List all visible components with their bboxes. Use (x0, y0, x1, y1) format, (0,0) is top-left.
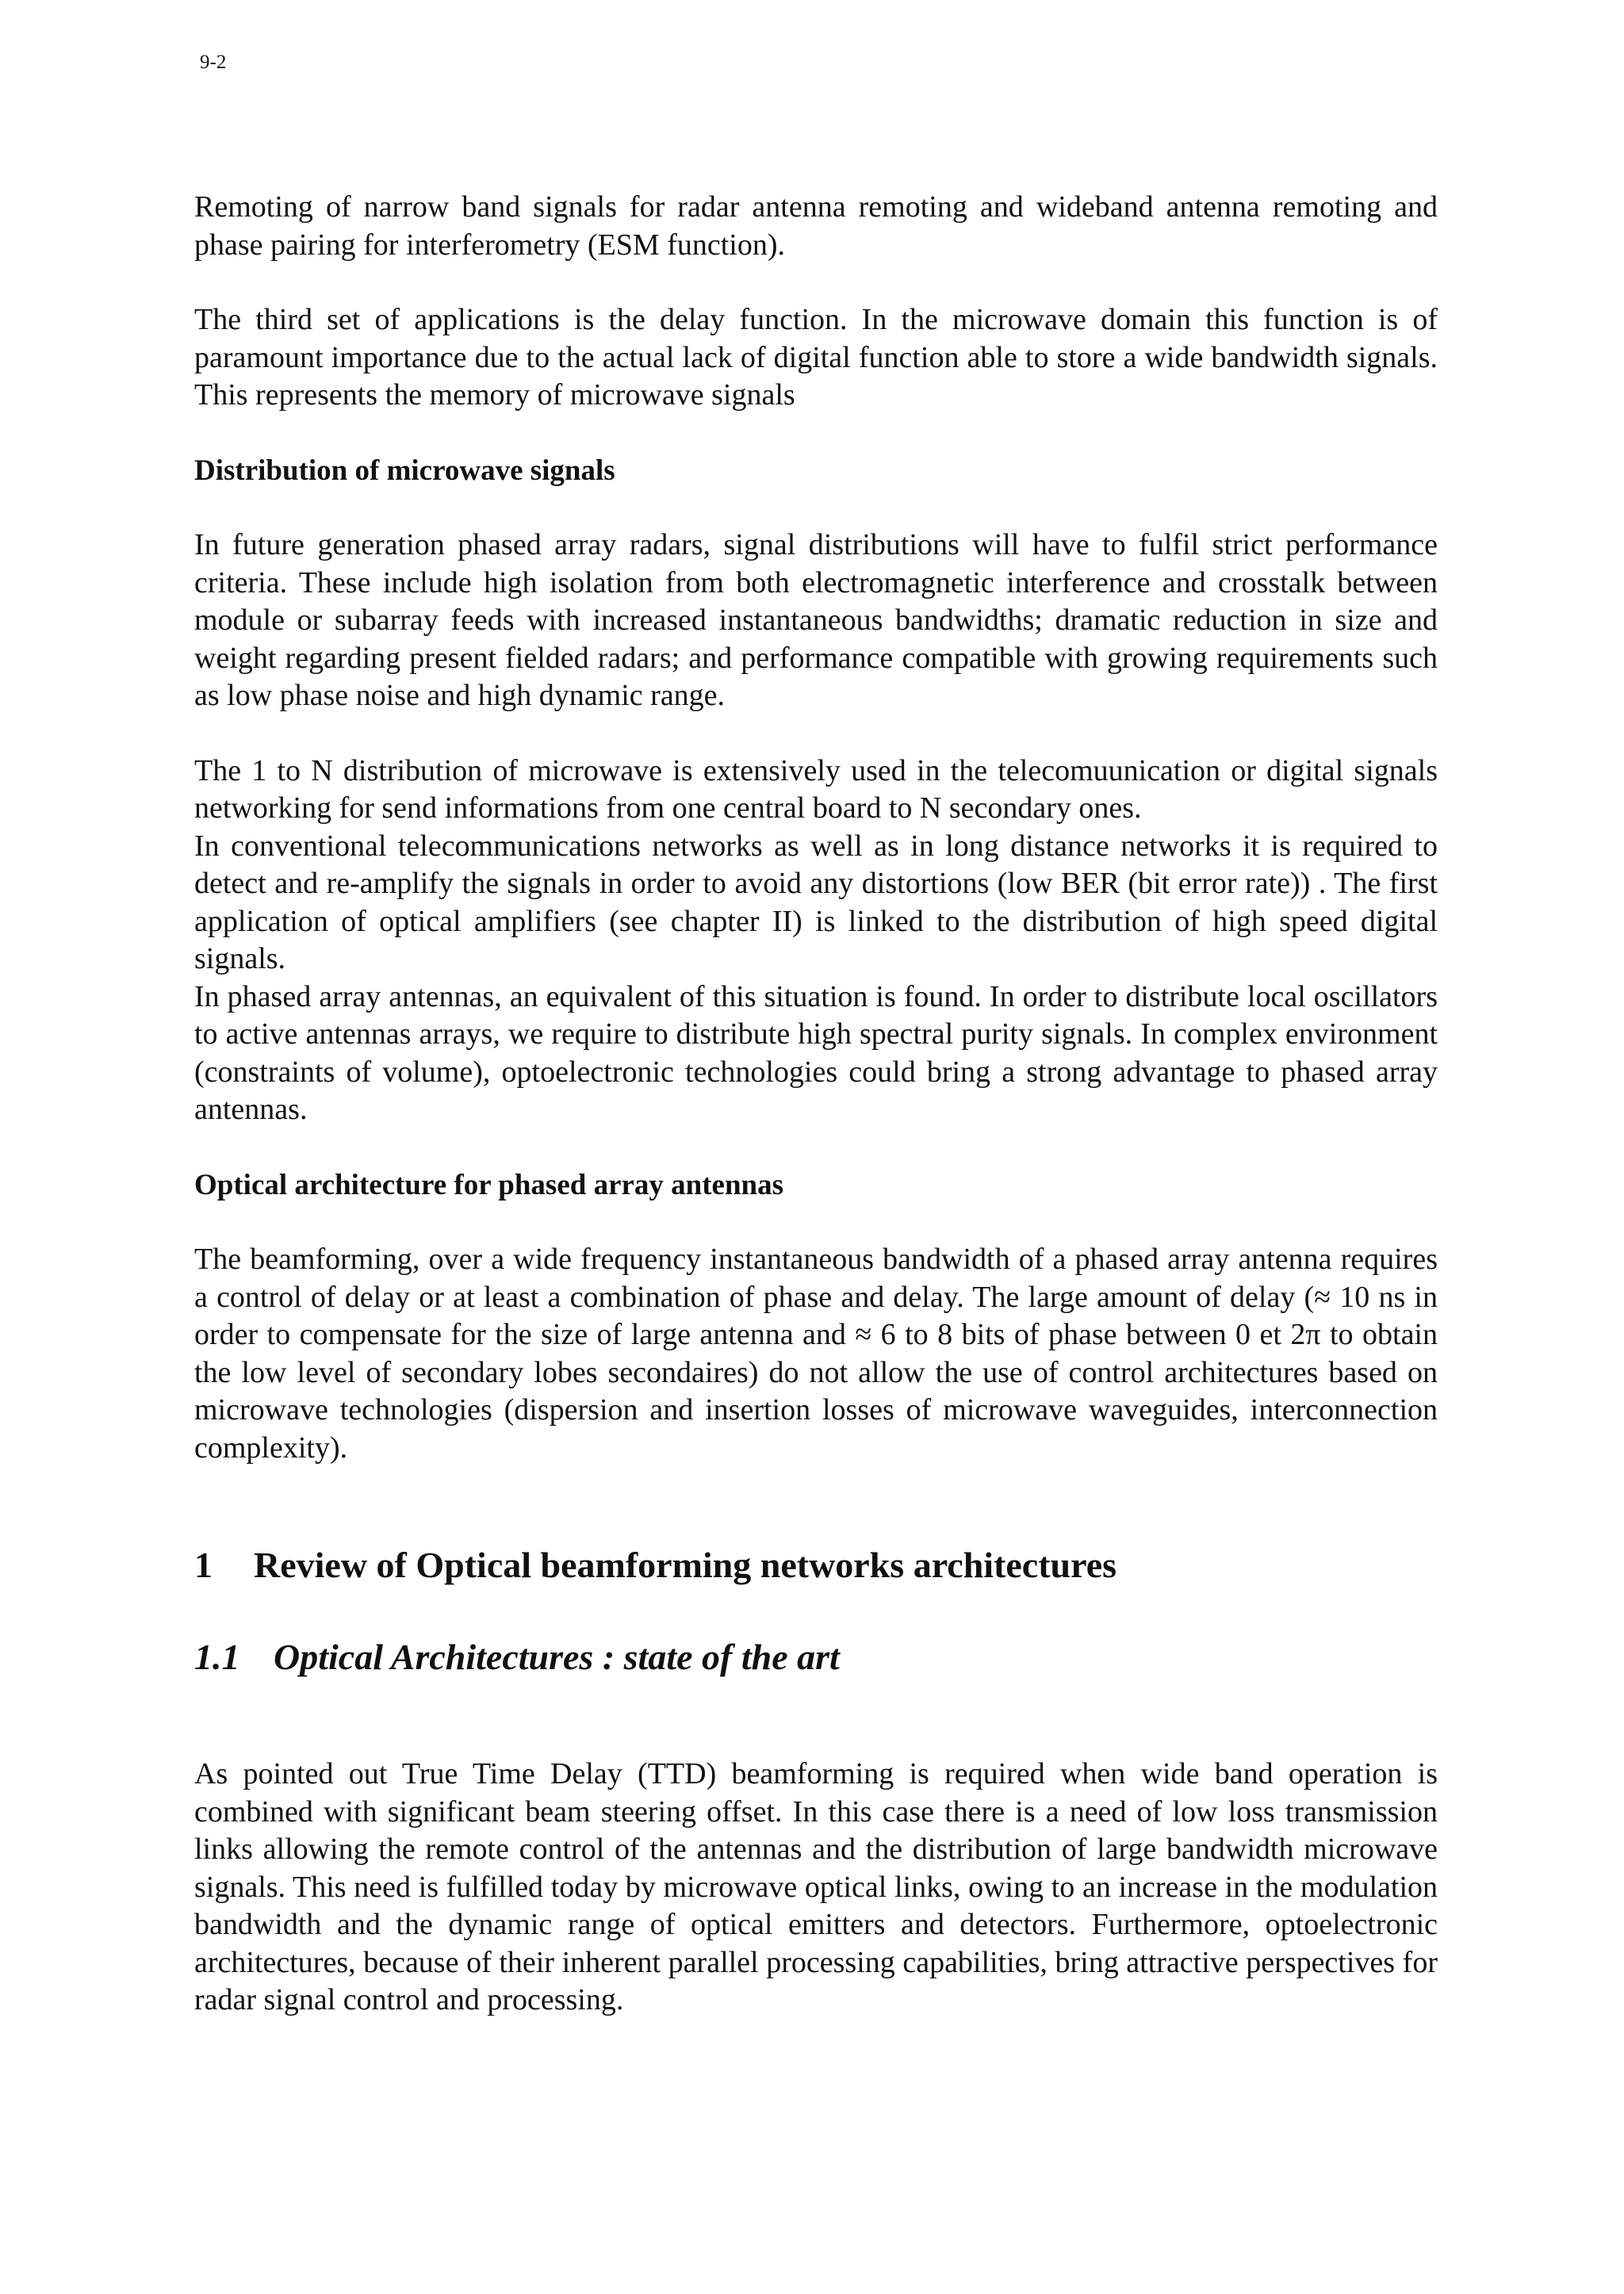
subheading-optical-architecture: Optical architecture for phased array antennas (194, 1168, 784, 1201)
paragraph-beamforming: The beamforming, over a wide frequency instantaneous bandwidth of a phased array antenna requires a control of delay or at least a combination of phase and delay. The large amount of delay (≈ 10 ns in order to compensate for the size of large antenna and ≈ 6 to 8 bits of phase between 0 et 2π to obtain the low level of secondary lobes secondaires) do not allow the use of control architectures based on microwave technologies (dispersion and insertion losses of microwave waveguides, interconnection complexity). (194, 1243, 1438, 1465)
paragraph-future-radars: In future generation phased array radars, signal distributions will have to fulfil strict performance criteria. These include high isolation from both electromagnetic interference and crosstalk between module or subarray feeds with increased instantaneous bandwidths; dramatic reduction in size and weight regarding present fielded radars; and performance compatible with growing requirements such as low phase noise and high dynamic range. (194, 528, 1438, 712)
paragraph-1-to-n-distribution: The 1 to N distribution of microwave is extensively used in the telecomuunication or digital signals networking for send informations from one central board to N secondary ones. (194, 753, 1438, 825)
paragraph-phased-array-equivalent: In phased array antennas, an equivalent of this situation is found. In order to distribute local oscillators to active antennas arrays, we require to distribute high spectral purity signals. In complex environment (constraints of volume), optoelectronic technologies could bring a strong advantage to phased array antennas. (194, 979, 1438, 1126)
subsection-number: 1.1 (194, 1637, 240, 1677)
paragraph-delay-function: The third set of applications is the delay function. In the microwave domain this function is of paramount importance due to the actual lack of digital function able to store a wide bandwidth signals. This represents the memory of microwave signals (194, 303, 1438, 412)
section-title: Review of Optical beamforming networks architectures (254, 1545, 1117, 1585)
paragraph-remoting: Remoting of narrow band signals for radar antenna remoting and wideband antenna remoting and phase pairing for interferometry (ESM function). (194, 190, 1438, 262)
paragraph-telecom-networks: In conventional telecommunications networks as well as in long distance networks it is required to detect and re-amplify the signals in order to avoid any distortions (low BER (bit error rate)) . The first application of optical amplifiers (see chapter II) is linked to the distribution of high speed digital signals. (194, 829, 1438, 975)
subsection-title: Optical Architectures : state of the art (274, 1637, 840, 1677)
paragraph-ttd-beamforming: As pointed out True Time Delay (TTD) beamforming is required when wide band operation is combined with significant beam steering offset. In this case there is a need of low loss transmission links allowing the remote control of the antennas and the distribution of large bandwidth microwave signals. This need is fulfilled today by microwave optical links, owing to an increase in the modulation bandwidth and the dynamic range of optical emitters and detectors. Furthermore, optoelectronic architectures, because of their inherent parallel processing capabilities, bring attractive perspectives for radar signal control and processing. (194, 1757, 1438, 2016)
section-number: 1 (194, 1545, 213, 1585)
section-heading-1 (194, 1541, 1438, 1589)
subheading-distribution: Distribution of microwave signals (194, 454, 615, 487)
document-body (194, 189, 1438, 2020)
section-heading-1-1 (194, 1633, 1438, 1681)
page-number: 9-2 (200, 52, 227, 73)
